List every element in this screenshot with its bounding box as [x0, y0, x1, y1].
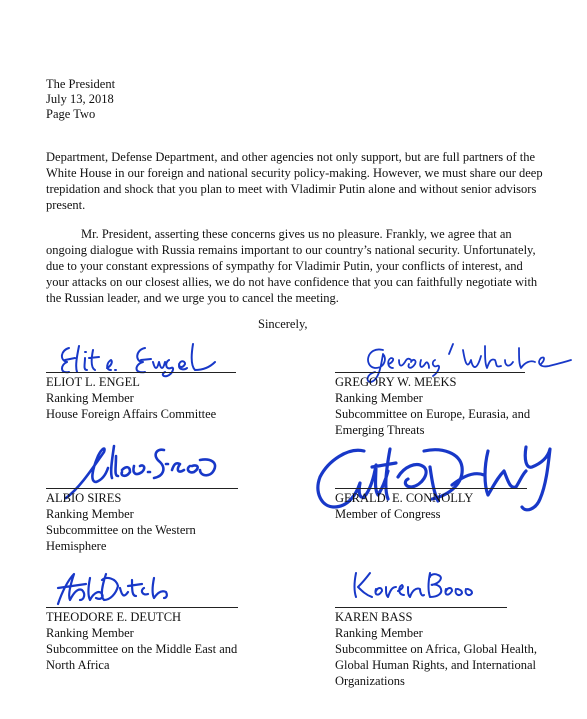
signature-deutch — [50, 566, 180, 608]
page-number: Page Two — [46, 107, 96, 121]
signatory-title: Member of Congress — [335, 507, 441, 521]
signature-line — [46, 488, 238, 489]
signatory-committee: Subcommittee on Europe, Eurasia, and — [335, 407, 531, 421]
signatory-committee: Subcommittee on the Middle East and — [46, 642, 238, 656]
signatory-name: GERALD. E. CONNOLLY — [335, 491, 474, 505]
signatory-title: Ranking Member — [46, 626, 134, 640]
signatory-committee: Subcommittee on the Western — [46, 523, 196, 537]
signature-bass — [348, 567, 478, 603]
signatory-committee-cont: Global Human Rights, and International — [335, 658, 537, 672]
signatory-committee-cont: Hemisphere — [46, 539, 107, 553]
body-paragraph-2: Mr. President, asserting these concerns gives us no pleasure. Frankly, we agree that an ongoing dialogue with Russia remains important to our country’s national security. Unfortunately, due to your constant expressions of sympathy for Vladimir Putin, your conflicts of interest, and your attacks on our closest allies, we do not have confidence that you can faithfully negotiate with the Russian leader, and we urge you to cancel the meeting. — [46, 227, 538, 305]
letter-header — [46, 77, 115, 122]
signatory-name: ALBIO SIRES — [46, 491, 122, 505]
body-paragraph-1: Department, Defense Department, and other agencies not only support, but are full partners of the White House in our foreign and national security policy-making. However, we must share our deep trepidation and shock that you plan to meet with Vladimir Putin alone and without senior advisors present. — [46, 150, 543, 212]
signature-line — [335, 607, 507, 608]
signatory-title: Ranking Member — [335, 391, 423, 405]
signatory-committee: House Foreign Affairs Committee — [46, 407, 217, 421]
addressee: The President — [46, 77, 116, 91]
signature-line — [335, 488, 527, 489]
signatory-committee-cont: Emerging Threats — [335, 423, 425, 437]
signatory-name: ELIOT L. ENGEL — [46, 375, 140, 389]
signatory-committee: Subcommittee on Africa, Global Health, — [335, 642, 538, 656]
signatory-committee-cont-2: Organizations — [335, 674, 405, 688]
signatory-title: Ranking Member — [46, 507, 134, 521]
signature-line — [335, 372, 525, 373]
signature-line — [46, 607, 238, 608]
signatory-committee-cont: North Africa — [46, 658, 110, 672]
signature-line — [46, 372, 236, 373]
signatory-name: THEODORE E. DEUTCH — [46, 610, 182, 624]
signatory-name: GREGORY W. MEEKS — [335, 375, 457, 389]
signatory-name: KAREN BASS — [335, 610, 413, 624]
letter-date: July 13, 2018 — [46, 92, 114, 106]
closing: Sincerely, — [258, 317, 308, 331]
signatory-title: Ranking Member — [335, 626, 423, 640]
signatory-title: Ranking Member — [46, 391, 134, 405]
